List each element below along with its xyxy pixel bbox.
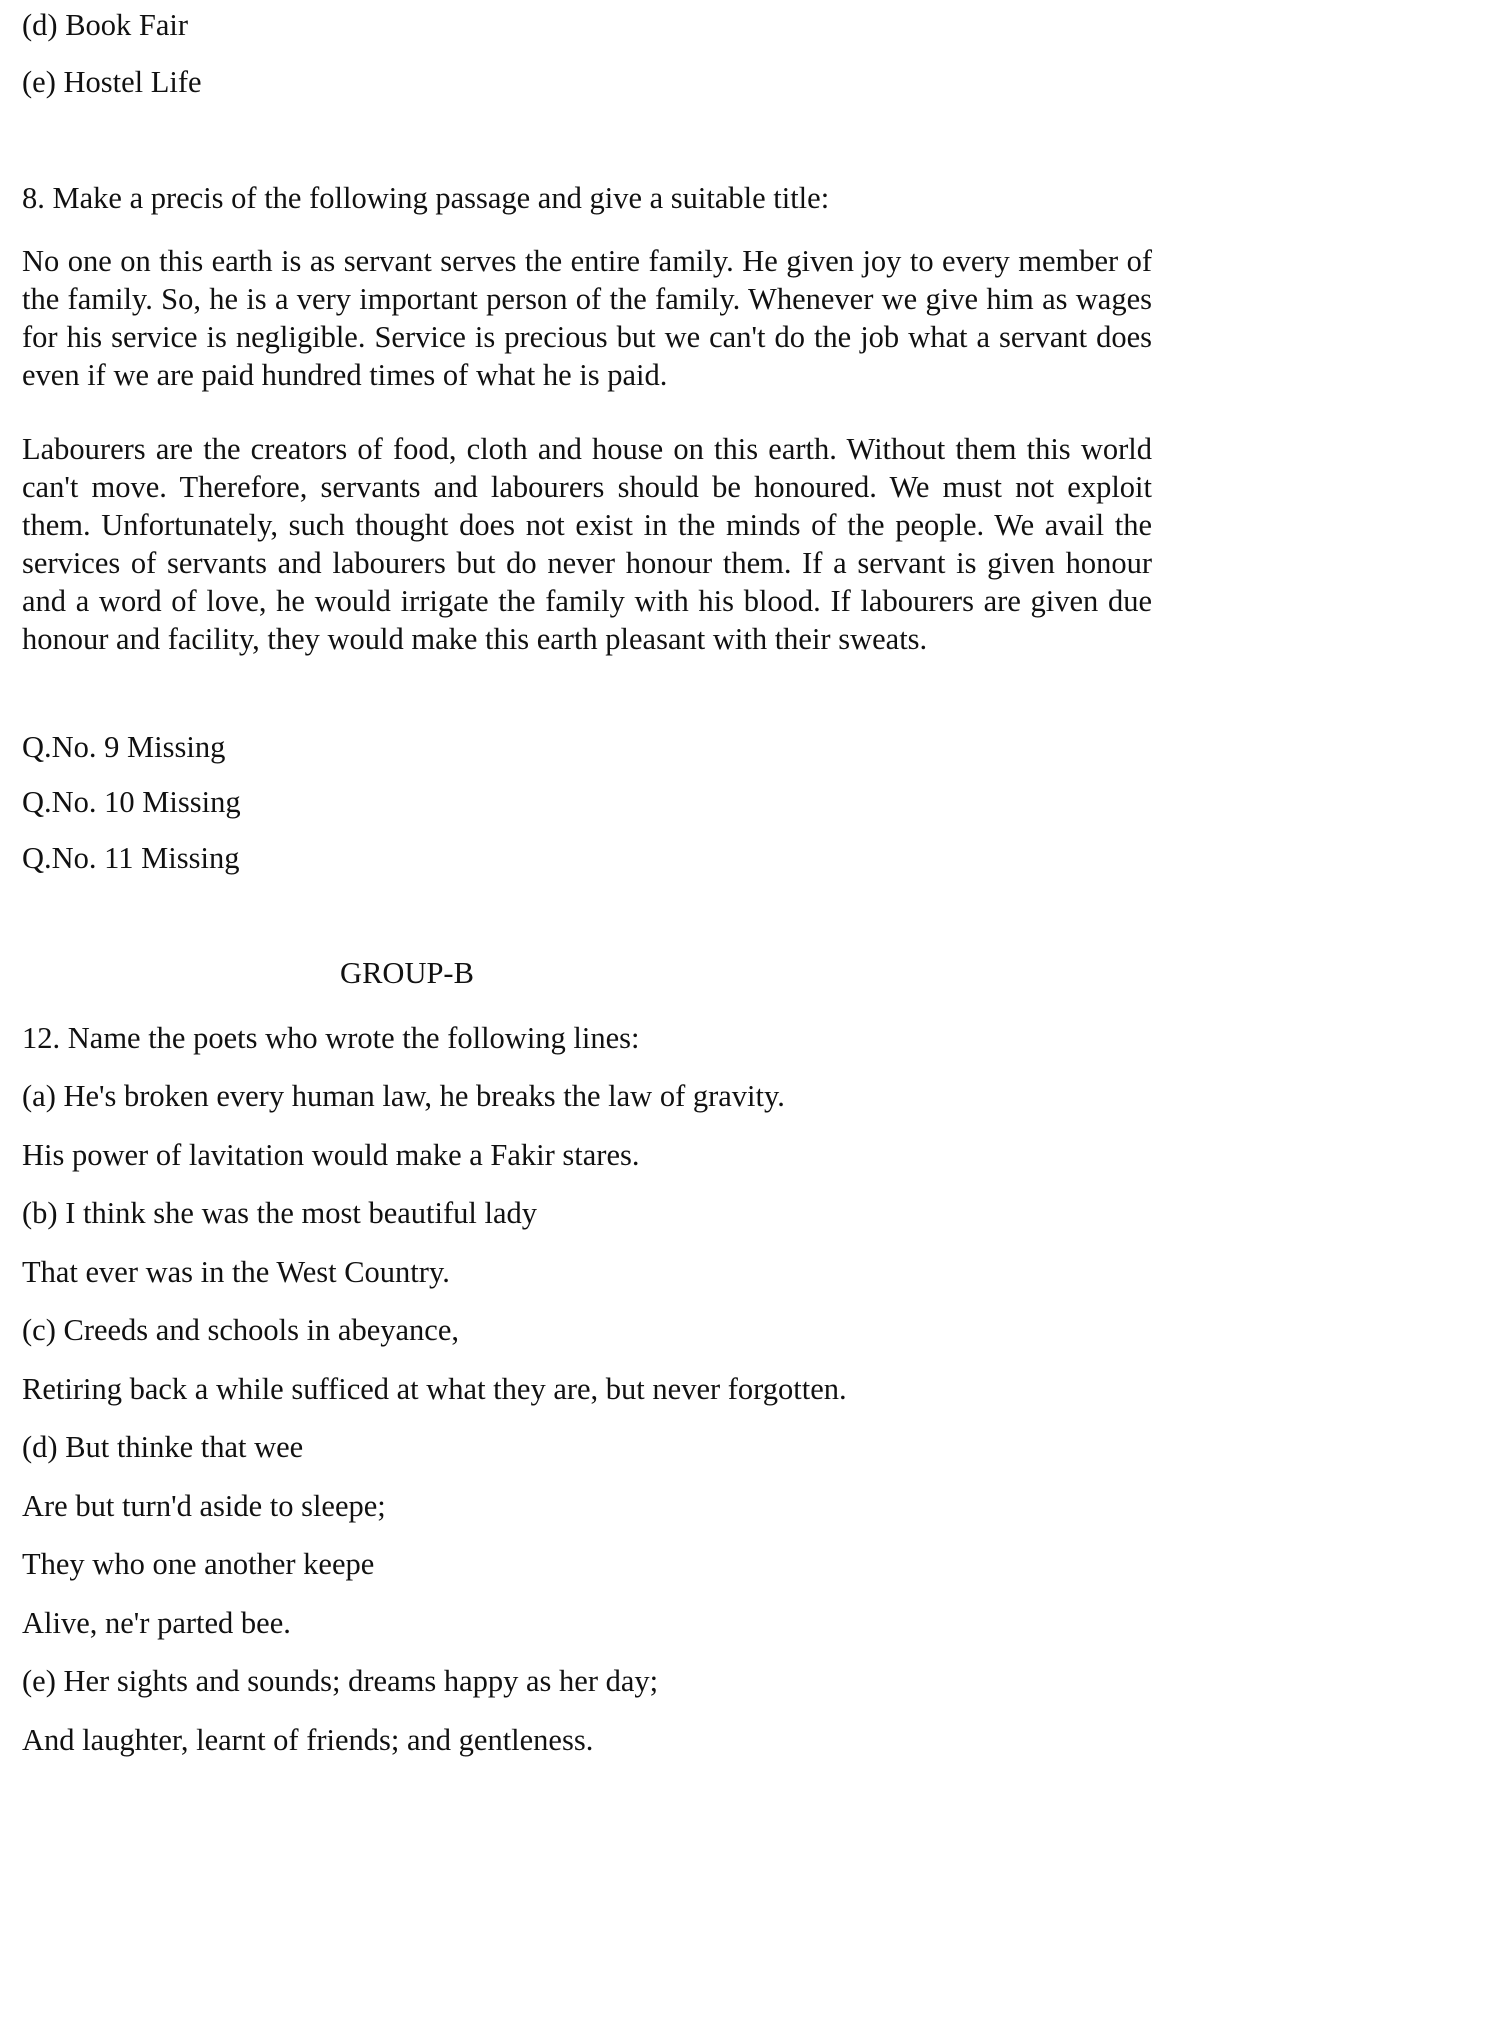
page-content bbox=[22, 10, 1152, 1755]
option-item-d: (d) Book Fair bbox=[22, 8, 189, 42]
poem-line-e-2: And laughter, learnt of friends; and gentleness. bbox=[22, 1722, 594, 1757]
spacer bbox=[22, 123, 1152, 183]
group-b-heading: GROUP-B bbox=[340, 956, 474, 990]
poem-line-a-2: His power of lavitation would make a Fakir stares. bbox=[22, 1137, 640, 1172]
poem-line-b-2: That ever was in the West Country. bbox=[22, 1254, 450, 1289]
poem-line-a: (a) He's broken every human law, he breaks the law of gravity. bbox=[22, 1079, 785, 1113]
missing-question-11: Q.No. 11 Missing bbox=[22, 840, 240, 875]
question-8-heading: 8. Make a precis of the following passage and give a suitable title: bbox=[22, 181, 830, 215]
poem-line-c-2: Retiring back a while sufficed at what they are, but never forgotten. bbox=[22, 1371, 847, 1406]
poem-line-d-3: They who one another keepe bbox=[22, 1547, 375, 1581]
option-item-e: (e) Hostel Life bbox=[22, 64, 202, 99]
poem-line-c: (c) Creeds and schools in abeyance, bbox=[22, 1313, 459, 1347]
spacer bbox=[22, 989, 1152, 1023]
poem-line-e: (e) Her sights and sounds; dreams happy as her day; bbox=[22, 1664, 659, 1698]
question-12-heading: 12. Name the poets who wrote the following lines: bbox=[22, 1020, 640, 1055]
spacer bbox=[22, 658, 1152, 732]
missing-question-10: Q.No. 10 Missing bbox=[22, 785, 241, 819]
poem-line-b: (b) I think she was the most beautiful lady bbox=[22, 1196, 538, 1230]
question-8-passage-paragraph-1: No one on this earth is as servant serves the entire family. He given joy to every member of the family. So, he is a very important person of the family. Whenever we give him as wages for his service is negligible. Service is precious but we can't do the job what a servant does even if we are paid hundred times of what he is paid. bbox=[22, 243, 1152, 392]
missing-question-9: Q.No. 9 Missing bbox=[22, 729, 226, 764]
poem-line-d-2: Are but turn'd aside to sleepe; bbox=[22, 1488, 386, 1523]
poem-line-d: (d) But thinke that wee bbox=[22, 1430, 304, 1464]
question-8-passage-paragraph-2: Labourers are the creators of food, cloth and house on this earth. Without them this world can't move. Therefore, servants and labourers should be honoured. We must not exploit them. Unfortunately, such thought does not exist in the minds of the people. We avail the services of servants and labourers but do never honour them. If a servant is given honour and a word of love, he would irrigate the family with his blood. If labourers are given due honour and facility, they would make this earth pleasant with their sweats. bbox=[22, 431, 1152, 656]
poem-line-d-4: Alive, ne'r parted bee. bbox=[22, 1605, 291, 1640]
spacer bbox=[22, 898, 1152, 958]
